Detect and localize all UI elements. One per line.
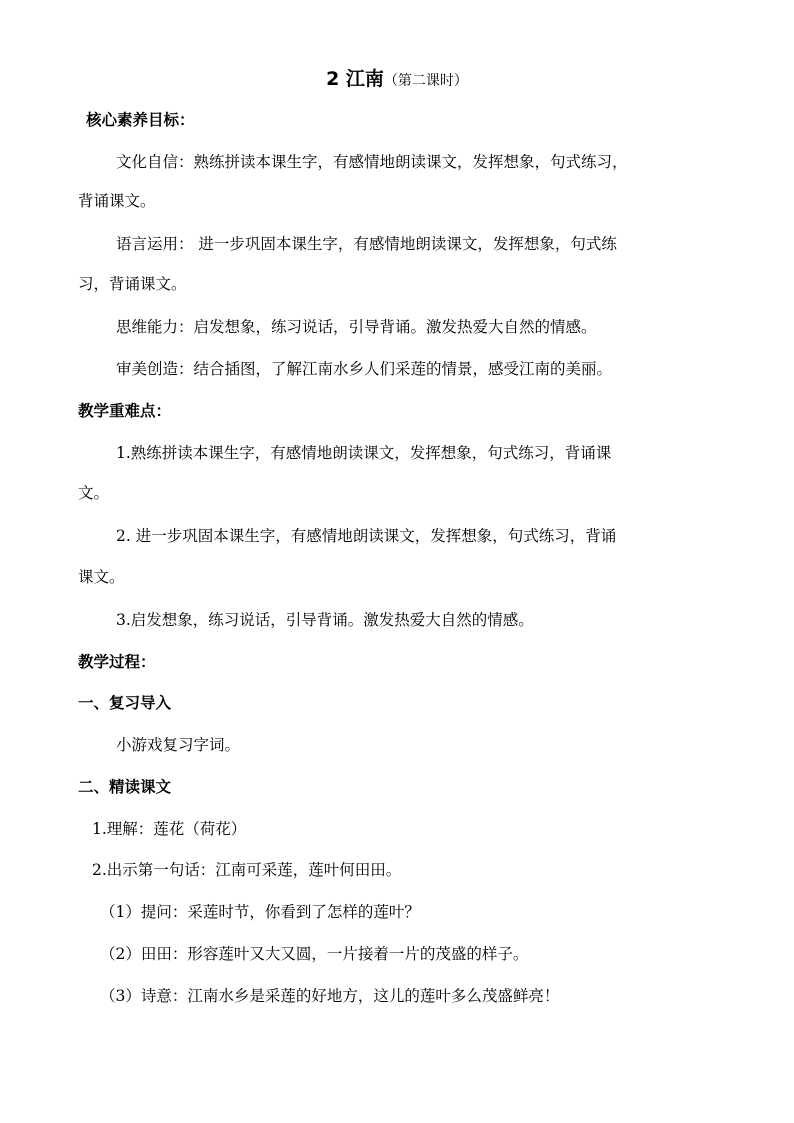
goal-thinking: 思维能力：启发想象，练习说话，引导背诵。激发热爱大自然的情感。 — [116, 318, 597, 336]
part2-subitem-1: （1）提问：采莲时节，你看到了怎样的莲叶？ — [100, 903, 420, 921]
key-point-1-line1: 1.熟练拼读本课生字，有感情地朗读课文，发挥想象，句式练习，背诵课 — [116, 444, 612, 462]
key-point-2-line1: 2. 进一步巩固本课生字，有感情地朗读课文，发挥想象，句式练习，背诵 — [116, 527, 617, 545]
part2-step2: 2.出示第一句话：江南可采莲，莲叶何田田。 — [92, 861, 402, 879]
goal-culture-line2: 背诵课文。 — [78, 192, 156, 210]
goal-culture-line1: 文化自信：熟练拼读本课生字，有感情地朗读课文，发挥想象，句式练习， — [116, 153, 628, 171]
part1-heading: 一、复习导入 — [78, 694, 172, 712]
title-main: 2 江南 — [326, 68, 384, 90]
part1-content: 小游戏复习字词。 — [116, 736, 241, 754]
key-point-3: 3.启发想象，练习说话，引导背诵。激发热爱大自然的情感。 — [116, 611, 534, 629]
key-points-heading: 教学重难点： — [78, 402, 172, 420]
goal-aesthetic: 审美创造：结合插图，了解江南水乡人们采莲的情景，感受江南的美丽。 — [116, 360, 613, 378]
key-point-1-line2: 文。 — [78, 484, 110, 502]
part2-subitem-2: （2）田田：形容莲叶又大又圆，一片接着一片的茂盛的样子。 — [100, 945, 529, 963]
part2-step1: 1.理解：莲花（荷花） — [92, 820, 247, 838]
document-title — [0, 64, 794, 91]
goal-language-line1: 语言运用： 进一步巩固本课生字，有感情地朗读课文，发挥想象，句式练 — [116, 235, 617, 253]
goal-language-line2: 习，背诵课文。 — [78, 275, 187, 293]
process-heading: 教学过程： — [78, 653, 156, 671]
goals-heading: 核心素养目标： — [86, 111, 195, 129]
part2-subitem-3: （3）诗意：江南水乡是采莲的好地方，这儿的莲叶多么茂盛鲜亮！ — [100, 987, 560, 1005]
title-subtitle: （第二课时） — [383, 73, 468, 89]
part2-heading: 二、精读课文 — [78, 778, 172, 796]
key-point-2-line2: 课文。 — [78, 568, 125, 586]
